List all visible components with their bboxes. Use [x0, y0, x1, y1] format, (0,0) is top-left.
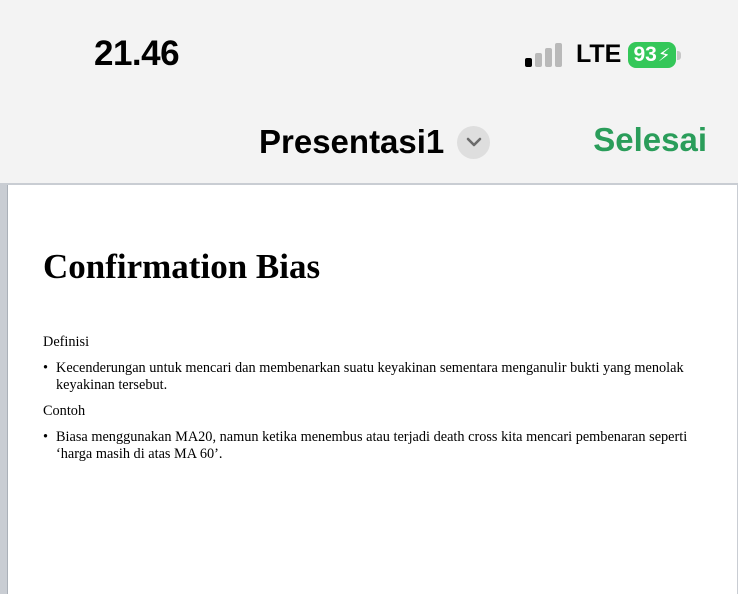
cellular-signal-icon: [525, 41, 565, 67]
slide-body[interactable]: [43, 334, 708, 472]
network-type: LTE: [576, 40, 622, 68]
bullet-dot: •: [43, 360, 49, 376]
signal-bar-4: [555, 43, 562, 67]
document-title-menu[interactable]: [259, 121, 490, 163]
slide[interactable]: [7, 185, 737, 594]
battery-icon: [628, 42, 676, 68]
bullet-item: [43, 360, 708, 394]
chevron-down-icon[interactable]: [457, 126, 490, 159]
done-button[interactable]: Selesai: [593, 121, 707, 158]
status-bar: [0, 0, 738, 100]
bullet-text: Kecenderungan untuk mencari dan membenarkan suatu keyakinan sementara menganulir bukti yang menolak keyakinan tersebut.: [56, 360, 684, 393]
section-heading-contoh: Contoh: [43, 403, 86, 419]
battery-level: 93: [633, 43, 657, 66]
bullet-dot: •: [43, 429, 49, 445]
slide-canvas: [0, 183, 738, 594]
signal-bar-3: [545, 48, 552, 67]
signal-bar-2: [535, 53, 542, 67]
section-heading-definisi: Definisi: [43, 334, 90, 350]
status-time: 21.46: [94, 34, 180, 73]
document-title[interactable]: Presentasi1: [259, 123, 445, 160]
slide-title[interactable]: Confirmation Bias: [43, 247, 321, 286]
battery-cap: [677, 51, 681, 60]
bullet-text: Biasa menggunakan MA20, namun ketika menembus atau terjadi death cross kita mencari pembenaran seperti ‘harga masih di atas MA 60’.: [56, 429, 688, 462]
charging-bolt-icon: ⚡︎: [657, 44, 671, 65]
bullet-item: [43, 429, 708, 463]
signal-bar-1: [525, 58, 532, 67]
